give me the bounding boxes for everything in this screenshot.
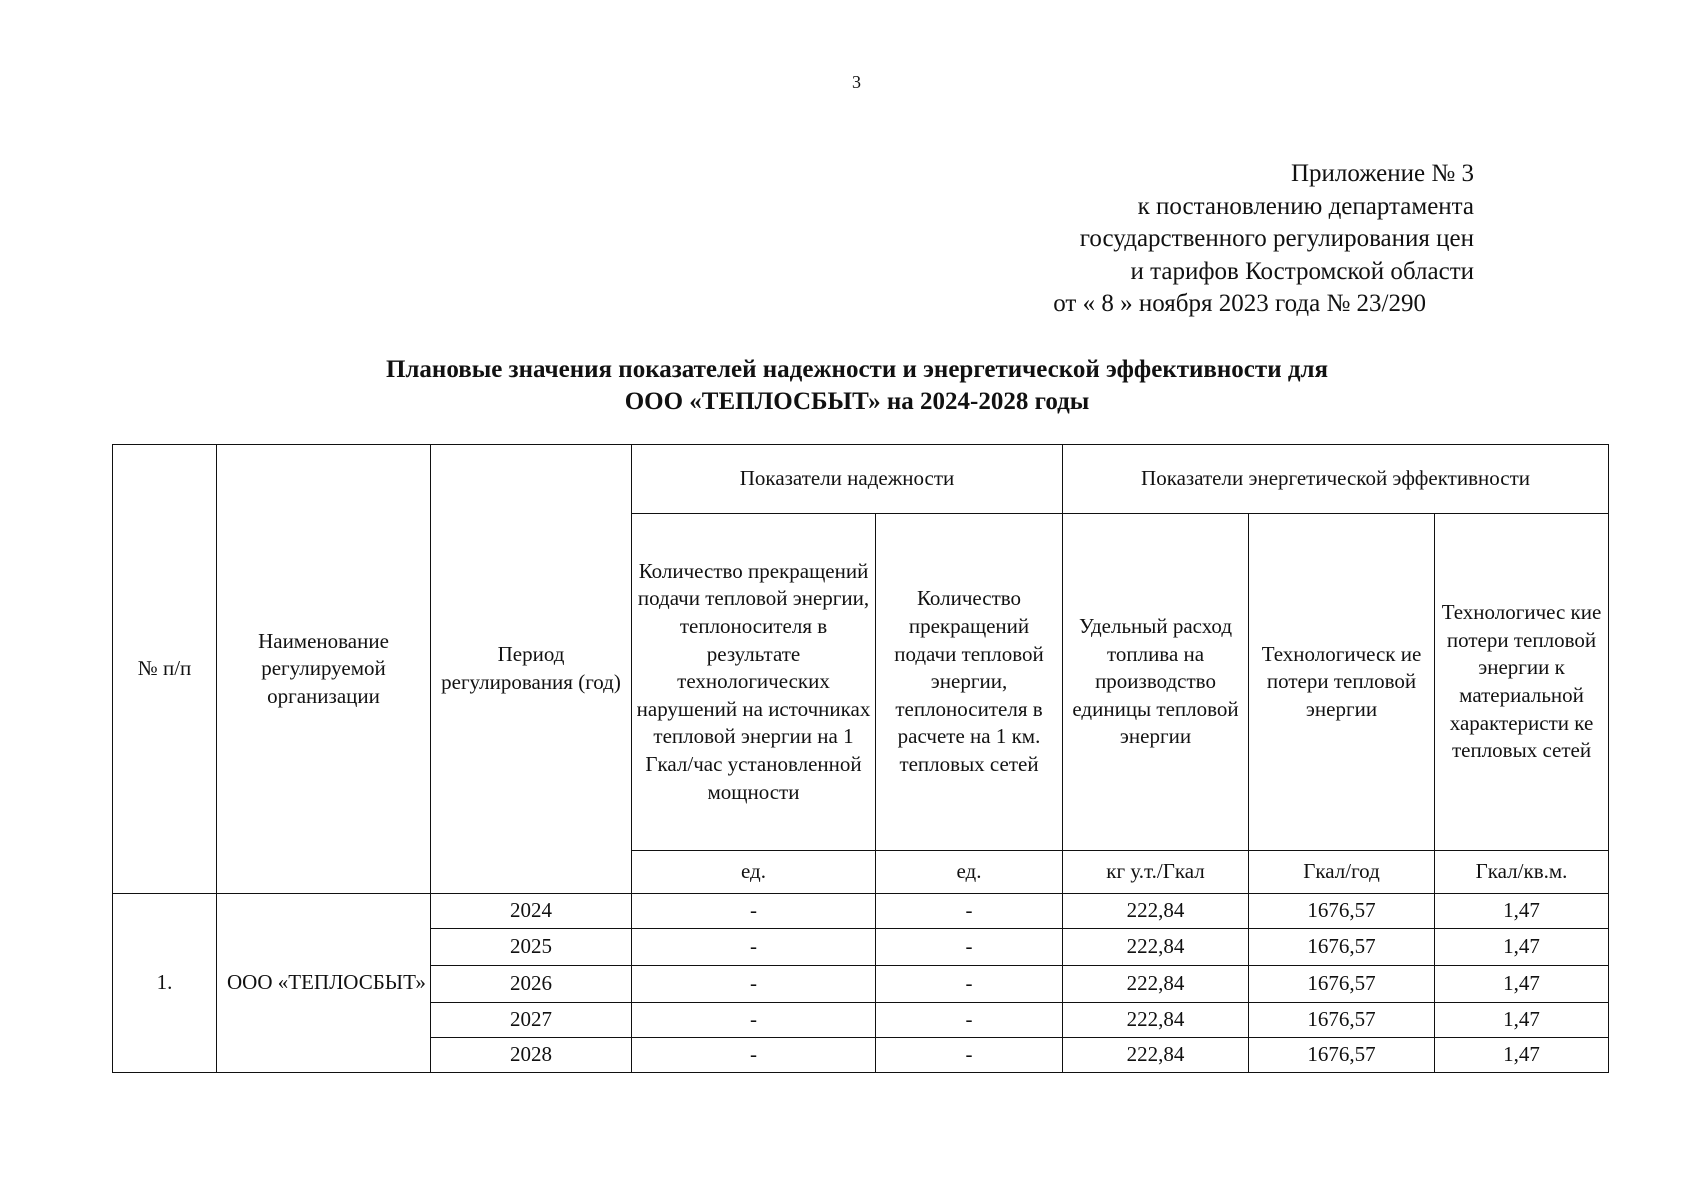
row-number-cell: 1. bbox=[113, 894, 217, 1073]
value-cell: - bbox=[632, 1038, 876, 1073]
value-cell: 1676,57 bbox=[1249, 894, 1435, 929]
indicators-table bbox=[112, 444, 1609, 1073]
value-cell: - bbox=[876, 894, 1063, 929]
year-cell: 2026 bbox=[431, 966, 632, 1003]
unit-cell: кг у.т./Гкал bbox=[1063, 851, 1249, 894]
document-title bbox=[112, 354, 1602, 418]
unit-cell: ед. bbox=[876, 851, 1063, 894]
appendix-date-line: от « 8 » ноября 2023 года № 23/290 bbox=[1053, 290, 1426, 317]
value-cell: 1676,57 bbox=[1249, 1003, 1435, 1038]
header-row-number: № п/п bbox=[113, 445, 217, 894]
header-col-heat-losses: Технологическ ие потери тепловой энергии bbox=[1249, 514, 1435, 851]
value-cell: 222,84 bbox=[1063, 1038, 1249, 1073]
value-cell: 222,84 bbox=[1063, 894, 1249, 929]
value-cell: 1676,57 bbox=[1249, 966, 1435, 1003]
unit-cell: ед. bbox=[632, 851, 876, 894]
header-efficiency-group: Показатели энергетической эффективности bbox=[1063, 445, 1609, 514]
organization-cell: ООО «ТЕПЛОСБЫТ» bbox=[217, 894, 431, 1073]
value-cell: 222,84 bbox=[1063, 1003, 1249, 1038]
value-cell: 1,47 bbox=[1435, 1038, 1609, 1073]
header-col-outages-per-km: Количество прекращений подачи тепловой энергии, теплоносителя в расчете на 1 км. тепловых сетей bbox=[876, 514, 1063, 851]
header-col-losses-per-area: Технологичес кие потери тепловой энергии к материальной характеристи ке тепловых сетей bbox=[1435, 514, 1609, 851]
year-cell: 2025 bbox=[431, 929, 632, 966]
header-col-outages-per-gcal: Количество прекращений подачи тепловой энергии, теплоносителя в результате технологических нарушений на источниках тепловой энергии на 1 Гкал/час установленной мощности bbox=[632, 514, 876, 851]
appendix-line: государственного регулирования цен bbox=[1079, 225, 1474, 252]
unit-cell: Гкал/кв.м. bbox=[1435, 851, 1609, 894]
value-cell: - bbox=[632, 1003, 876, 1038]
page-number: 3 bbox=[852, 72, 861, 92]
appendix-line: Приложение № 3 bbox=[1290, 160, 1474, 187]
value-cell: 1,47 bbox=[1435, 966, 1609, 1003]
value-cell: 1,47 bbox=[1435, 1003, 1609, 1038]
value-cell: - bbox=[876, 1003, 1063, 1038]
year-cell: 2027 bbox=[431, 1003, 632, 1038]
value-cell: 1,47 bbox=[1435, 894, 1609, 929]
appendix-line: и тарифов Костромской области bbox=[1130, 257, 1474, 285]
appendix-line: к постановлению департамента bbox=[1137, 192, 1474, 220]
value-cell: - bbox=[876, 929, 1063, 966]
value-cell: 222,84 bbox=[1063, 966, 1249, 1003]
year-cell: 2024 bbox=[431, 894, 632, 929]
header-col-fuel-rate: Удельный расход топлива на производство единицы тепловой энергии bbox=[1063, 514, 1249, 851]
value-cell: - bbox=[632, 966, 876, 1003]
value-cell: - bbox=[632, 929, 876, 966]
value-cell: - bbox=[876, 1038, 1063, 1073]
unit-cell: Гкал/год bbox=[1249, 851, 1435, 894]
header-reliability-group: Показатели надежности bbox=[632, 445, 1063, 514]
value-cell: - bbox=[632, 894, 876, 929]
document-title-line: Плановые значения показателей надежности и энергетической эффективности для bbox=[385, 356, 1329, 383]
value-cell: 1676,57 bbox=[1249, 929, 1435, 966]
value-cell: - bbox=[876, 966, 1063, 1003]
header-period: Период регулирования (год) bbox=[431, 445, 632, 894]
appendix-header bbox=[1053, 158, 1474, 321]
document-title-line: ООО «ТЕПЛОСБЫТ» на 2024-2028 годы bbox=[624, 388, 1090, 415]
value-cell: 1,47 bbox=[1435, 929, 1609, 966]
value-cell: 1676,57 bbox=[1249, 1038, 1435, 1073]
header-organization: Наименование регулируемой организации bbox=[217, 445, 431, 894]
value-cell: 222,84 bbox=[1063, 929, 1249, 966]
year-cell: 2028 bbox=[431, 1038, 632, 1073]
